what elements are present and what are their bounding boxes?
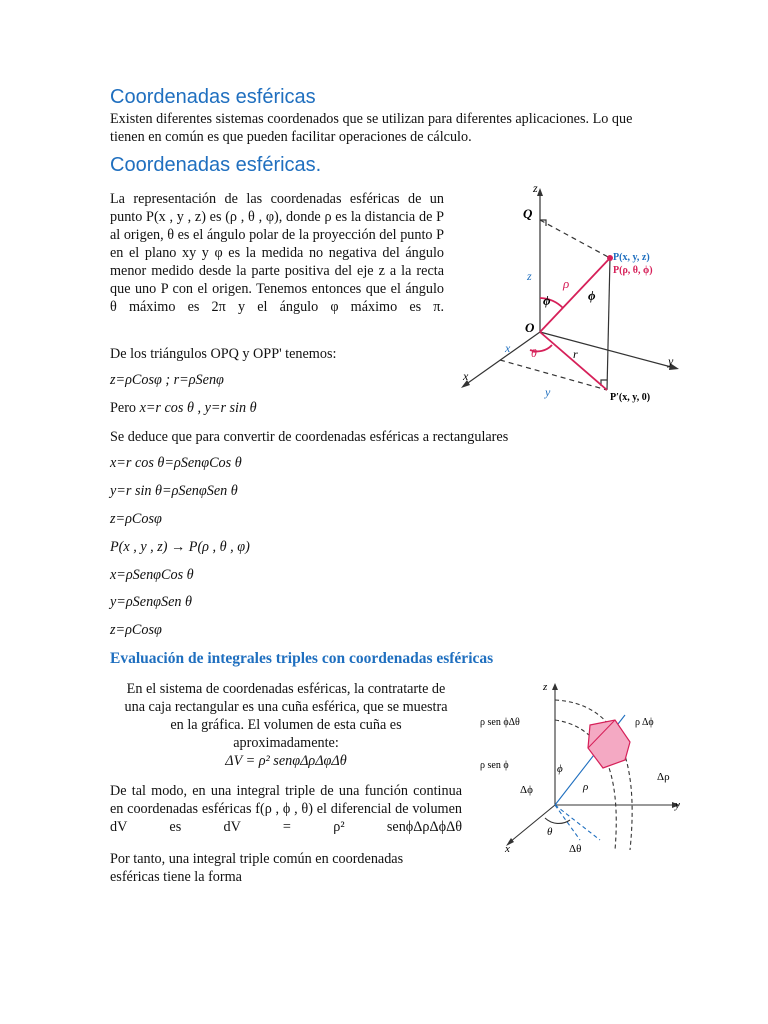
fig1-ylabel: y [545,385,551,399]
equation-mapping: P(x , y , z) → P(ρ , θ , φ) [110,539,250,555]
fig1-p-xyz: P(x, y, z) [613,252,650,263]
triangles-text: De los triángulos OPQ y OPP' tenemos: [110,346,337,362]
heading-integrales-triples: Evaluación de integrales triples con coordenadas esféricas [110,650,494,667]
fig2-dphi: Δϕ [520,784,533,796]
fig1-z: z [533,181,538,195]
cuna-line-4: aproximadamente: [233,735,339,751]
cuna-paragraph [110,680,462,770]
fig1-O: O [525,320,535,335]
cuna-line-2: una caja rectangular es una cuña esférica, que se muestra [124,699,448,715]
fig1-rho: ρ [563,276,570,291]
deduce-text: Se deduce que para convertir de coordenadas esféricas a rectangulares [110,429,509,445]
fig2-drho: Δρ [657,771,670,783]
por-tanto-paragraph: Por tanto, una integral triple común en coordenadas esféricas tiene la forma [110,851,404,885]
equation-z-r: z=ρCosφ ; r=ρSenφ [110,372,224,388]
spherical-wedge-figure [475,680,690,860]
heading-coordenadas-esfericas-2: Coordenadas esféricas. [110,154,322,176]
cuna-line-3: en la gráfica. El volumen de esta cuña es [170,717,402,733]
pero-equation: x=r cos θ , y=r sin θ [139,400,257,416]
fig1-r: r [573,347,578,361]
fig2-rho: ρ [583,781,589,793]
fig1-x: x [463,369,469,383]
intro-paragraph: Existen diferentes sistemas coordenados que se utilizan para diferentes aplicaciones. Lo que tienen en común es que pueden facilitar operaciones de cálculo. [110,111,633,145]
cuna-line-1: En el sistema de coordenadas esféricas, la contratarte de [126,681,446,697]
fig1-phi-2: ϕ [588,288,596,303]
tal-modo-paragraph: De tal modo, en una integral triple de una función continua en coordenadas esféricas f(ρ , ϕ , θ) el diferencial de volumen dV es dV = ρ² senϕΔρΔϕΔθ [110,783,462,835]
heading-coordenadas-esfericas: Coordenadas esféricas [110,86,316,108]
spherical-coordinates-figure [455,180,685,410]
fig1-p-rho: P(ρ, θ, ϕ) [613,265,653,276]
fig1-phi: ϕ [543,293,551,308]
equation-x-conv: x=r cos θ=ρSenφCos θ [110,455,242,471]
fig2-phi: ϕ [557,763,563,775]
representation-paragraph: La representación de las coordenadas esféricas de un punto P(x , y , z) es (ρ , θ , φ), donde ρ es la distancia de P al origen, θ es el ángulo polar de la proyección del punto P en el plano xy y φ es la medida no negativa del ángulo menor medido desde la parte positiva del eje z a la recta que uno P con el origen. Tenemos entonces que el ángulo θ máximo es 2π y el ángulo φ máximo es π. [110,191,444,315]
fig1-y: y [668,354,674,368]
equation-z-final: z=ρCosφ [110,622,162,638]
equation-x-final: x=ρSenφCos θ [110,567,194,583]
pero-label: Pero [110,400,137,416]
fig2-x: x [505,843,510,855]
fig1-zlabel: z [527,269,532,283]
fig2-rho-sen-dtheta: ρ sen ϕΔθ [480,717,520,728]
fig2-theta: θ [547,826,553,838]
wedge-shape [588,720,630,768]
equation-y-conv: y=r sin θ=ρSenφSen θ [110,483,238,499]
fig2-z: z [543,681,548,693]
fig2-y: y [675,799,680,811]
dv-equation: ΔV = ρ² senφΔρΔφΔθ [225,753,347,769]
fig1-p-prime: P′(x, y, 0) [610,392,651,403]
fig1-Q: Q [523,206,533,221]
fig2-rho-sen: ρ sen ϕ [480,760,509,771]
x-axis [465,332,540,385]
fig1-theta: θ [531,346,537,360]
equation-y-final: y=ρSenφSen θ [110,594,193,610]
equation-z-conv: z=ρCosφ [110,511,162,527]
fig2-rho-dphi: ρ Δϕ [635,717,654,728]
fig1-xlabel: x [505,341,511,355]
fig2-dtheta: Δθ [569,843,582,855]
equation-pero [110,400,257,417]
